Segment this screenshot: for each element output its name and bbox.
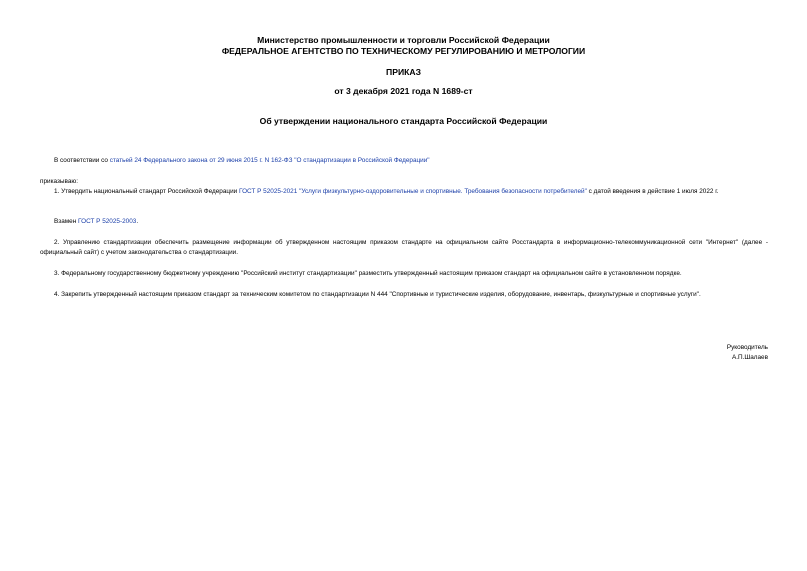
signatory-name: А.П.Шалаев: [731, 354, 768, 361]
order-word: приказываю:: [40, 178, 78, 185]
item-4-paragraph: 4. Закрепить утвержденный настоящим приказом стандарт за техническим комитетом по стандартизации N 444 "Спортивные и туристические изделия, оборудование, инвентарь, физкультурные и спортивные услуги".: [54, 291, 701, 298]
intro-text: В соответствии со: [54, 157, 110, 164]
signatory-title: Руководитель: [726, 344, 768, 351]
item-2-paragraph: 2. Управлению стандартизации обеспечить размещение информации об утвержденном настоящим приказом стандарте на официальном сайте Росстандарта в информационно-телекоммуникационной сети "Интернет" (далее - официальный сайт) с учетом законодательства о стандартизации.: [40, 239, 768, 256]
gost-2003-link[interactable]: ГОСТ Р 52025-2003: [78, 218, 137, 225]
order-date-number: от 3 декабря 2021 года N 1689-ст: [334, 86, 473, 96]
agency-heading: ФЕДЕРАЛЬНОЕ АГЕНТСТВО ПО ТЕХНИЧЕСКОМУ РЕГУЛИРОВАНИЮ И МЕТРОЛОГИИ: [221, 46, 586, 56]
item-1-tail: с датой введения в действие 1 июля 2022 г.: [586, 188, 719, 195]
item-1-paragraph: [40, 187, 768, 197]
gost-2021-link[interactable]: ГОСТ Р 52025-2021 "Услуги физкультурно-оздоровительные и спортивные. Требования безопасности потребителей": [238, 188, 587, 195]
replacement-text: Взамен: [54, 218, 78, 225]
item-1-text: 1. Утвердить национальный стандарт Российской Федерации: [54, 188, 239, 195]
order-subject: Об утверждении национального стандарта Российской Федерации: [259, 116, 548, 126]
federal-law-link[interactable]: статьей 24 Федерального закона от 29 июня 2015 г. N 162-ФЗ "О стандартизации в Российской Федерации": [109, 157, 430, 164]
intro-paragraph: [40, 156, 768, 166]
ministry-heading: Министерство промышленности и торговли Российской Федерации: [257, 35, 550, 45]
document-type: ПРИКАЗ: [386, 67, 421, 77]
item-3-paragraph: 3. Федеральному государственному бюджетному учреждению "Российский институт стандартизации" разместить утвержденный настоящим приказом стандарт на официальном сайте в установленном порядке.: [54, 270, 682, 277]
replacement-paragraph: [40, 217, 768, 227]
replacement-tail: .: [136, 218, 139, 225]
